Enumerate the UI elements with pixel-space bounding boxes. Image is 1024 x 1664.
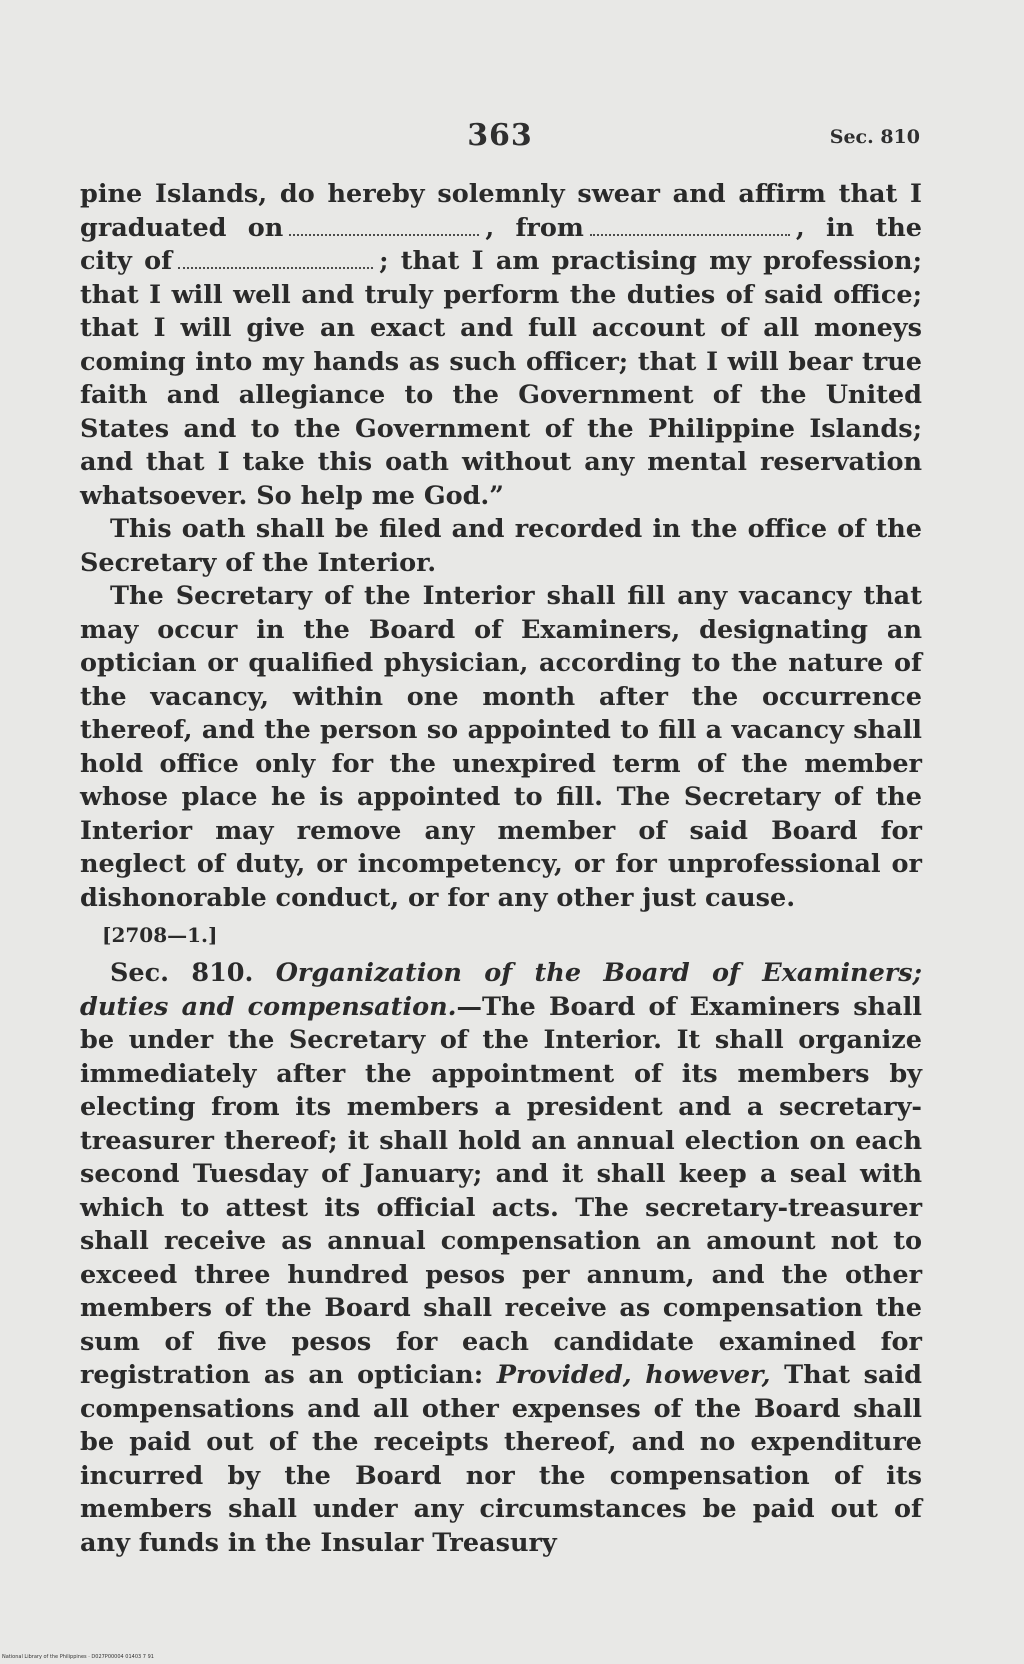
paragraph-oath-filing: This oath shall be filed and recorded in the office of the Secretary of the Interior. bbox=[80, 514, 922, 578]
oath-continuation bbox=[80, 178, 922, 513]
section-810-heading: Organization of the Board of Examiners; duties and compensation. bbox=[80, 958, 922, 1022]
section-810-label: Sec. 810. bbox=[110, 958, 254, 988]
oath-text-part-4: ; that I am practising my profession; that I will well and truly perform the duties of said office; that I will give an exact and full account of all moneys coming into my hands as such officer; that I will bear true faith and allegiance to the Government of the United States and to the Government of the Philippine Islands; and that I take this oath without any mental reservation whatsoever. So help me God.” bbox=[80, 246, 922, 511]
page-number: 363 bbox=[467, 118, 533, 153]
blank-line-institution bbox=[590, 230, 790, 236]
oath-text-part-3: , in the city of bbox=[80, 212, 922, 276]
oath-text-part-2: , from bbox=[485, 212, 584, 243]
blank-line-city bbox=[178, 263, 373, 269]
source-citation: [2708—1.] bbox=[102, 923, 218, 947]
scan-credit: National Library of the Philippines · D027P00004 01403 7 91 bbox=[2, 1654, 154, 1660]
page-header bbox=[80, 118, 920, 158]
section-810-text-1: —The Board of Examiners shall be under the Secretary of the Interior. It shall organize immediately after the appointment of its members by electing from its members a president and a secretary-treasurer thereof; it shall hold an annual election on each second Tuesday of January; and it shall keep a seal with which to attest its official acts. The secretary-treasurer shall receive as annual compensation an amount not to exceed three hundred pesos per annum, and the other members of the Board shall receive as compensation the sum of five pesos for each candidate examined for registration as an optician: bbox=[80, 991, 922, 1390]
section-reference: Sec. 810 bbox=[829, 126, 920, 148]
body-text bbox=[80, 178, 922, 1560]
section-810-paragraph bbox=[80, 957, 922, 1560]
paragraph-vacancy: The Secretary of the Interior shall fill any vacancy that may occur in the Board of Examiners, designating an optician or qualified physician, according to the nature of the vacancy, within one month after the occurrence thereof, and the person so appointed to fill a vacancy shall hold office only for the unexpired term of the member whose place he is appointed to fill. The Secretary of the Interior may remove any member of said Board for neglect of duty, or incompetency, or for unprofessional or dishonorable conduct, or for any other just cause. bbox=[80, 581, 922, 913]
blank-line-graduation-date bbox=[289, 230, 479, 236]
section-810-proviso: Provided, however, bbox=[496, 1360, 771, 1390]
oath-text-part-1: pine Islands, do hereby solemnly swear and affirm that I graduated on bbox=[80, 179, 922, 243]
section-810-text-2: That said compensations and all other expenses of the Board shall be paid out of the receipts thereof, and no expenditure incurred by the Board nor the compensation of its members shall under any circumstances be paid out of any funds in the Insular Treasury bbox=[80, 1360, 923, 1558]
